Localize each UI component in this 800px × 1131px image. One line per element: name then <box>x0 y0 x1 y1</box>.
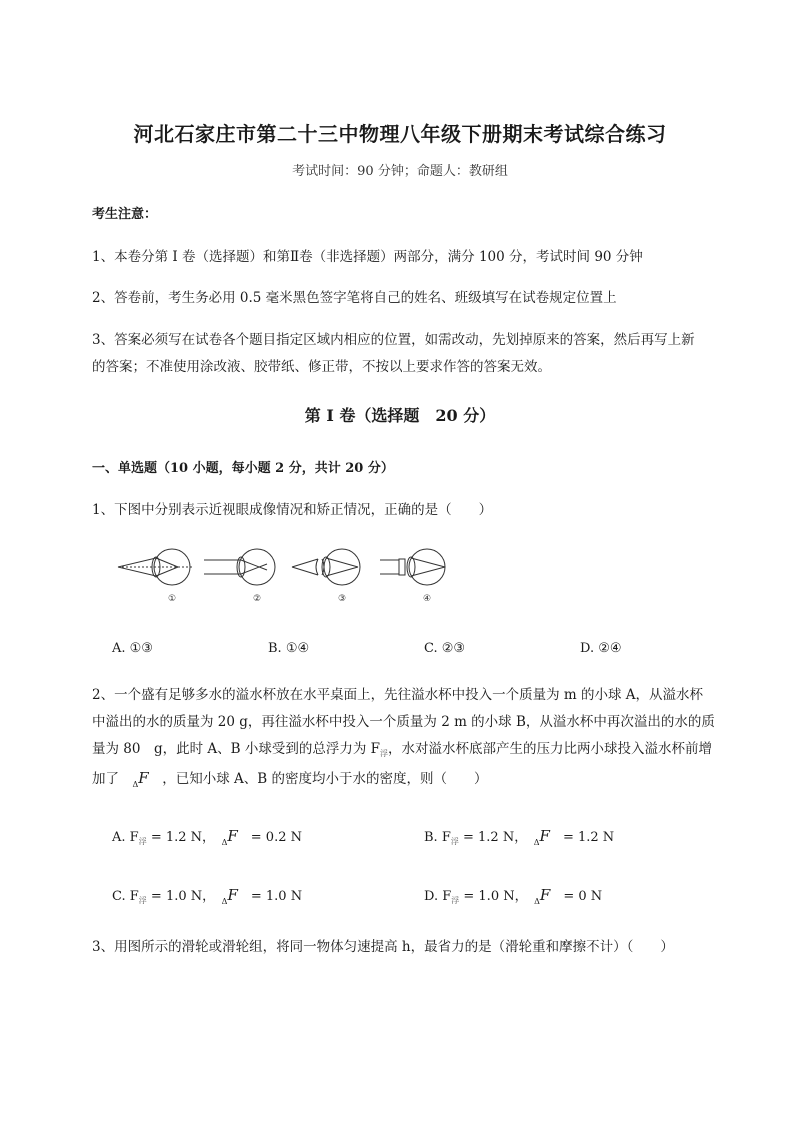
q2-option-a-fu: = 1.2 N， <box>150 830 209 845</box>
notice-item-1: 1、本卷分第 I 卷（选择题）和第Ⅱ卷（非选择题）两部分，满分 100 分，考试时间 90 分钟 <box>92 249 643 265</box>
notice-heading: 考生注意： <box>92 207 158 222</box>
q2-option-b[interactable] <box>424 826 614 847</box>
q2-option-c-letter: C. F <box>112 889 139 904</box>
eye-diagram-figure <box>112 545 452 605</box>
q1-option-a[interactable]: A. ①③ <box>112 641 153 656</box>
eye-3-icon <box>324 549 360 585</box>
eye-4-icon <box>409 549 445 585</box>
delta-symbol: Δ <box>221 838 228 847</box>
figure-label-3: ③ <box>337 594 347 604</box>
q2-line-3-text: 量为 80 g，此时 A、B 小球受到的总浮力为 F <box>92 741 381 757</box>
figure-label-1: ① <box>167 594 177 604</box>
delta-symbol: Δ <box>221 897 228 906</box>
force-symbol: F <box>227 827 238 845</box>
question-1-stem: 1、下图中分别表示近视眼成像情况和矫正情况，正确的是（ ） <box>92 502 493 518</box>
q2-option-d-df: = 0 N <box>563 889 603 904</box>
part-heading: 一、单选题（10 小题，每小题 2 分，共计 20 分） <box>92 461 394 476</box>
page-title: 河北石家庄市第二十三中物理八年级下册期末考试综合练习 <box>133 122 667 146</box>
q2-line-4 <box>92 767 487 789</box>
q2-option-d-letter: D. F <box>424 889 452 904</box>
q2-line-4-head: 加了 <box>92 771 119 787</box>
q2-line-3 <box>92 737 712 759</box>
q2-option-c[interactable] <box>112 885 302 906</box>
q2-option-b-df: = 1.2 N <box>562 830 615 845</box>
q2-line-2: 中溢出的水的质量为 20 g，再往溢水杯中投入一个质量为 2 m 的小球 B，从溢水杯中再次溢出的水的质 <box>92 714 715 730</box>
q2-option-d[interactable] <box>424 885 602 906</box>
subscript-fu: 浮 <box>380 749 389 758</box>
subscript-fu: 浮 <box>451 896 460 905</box>
question-3-stem: 3、用图所示的滑轮或滑轮组，将同一物体匀速提高 h，最省力的是（滑轮重和摩擦不计）（ ） <box>92 939 674 955</box>
notice-item-2: 2、答卷前，考生务必用 0.5 毫米黑色签字笔将自己的姓名、班级填写在试卷规定位置上 <box>92 290 617 306</box>
q2-option-a-df: = 0.2 N <box>250 830 302 845</box>
q1-option-b[interactable]: B. ①④ <box>268 641 310 656</box>
section-title: 第 I 卷（选择题 20 分） <box>304 406 496 425</box>
q1-option-c[interactable]: C. ②③ <box>424 641 466 656</box>
subscript-fu: 浮 <box>450 837 459 846</box>
force-symbol: F <box>539 827 550 845</box>
q2-line-3-tail: ，水对溢水杯底部产生的压力比两小球投入溢水杯前增 <box>388 741 713 757</box>
eye-2-icon <box>239 549 275 585</box>
exam-info: 考试时间：90 分钟；命题人：教研组 <box>292 164 508 179</box>
q1-option-d[interactable]: D. ②④ <box>580 641 622 656</box>
force-symbol: F <box>138 769 149 787</box>
subscript-fu: 浮 <box>138 837 147 846</box>
delta-symbol: Δ <box>132 780 139 789</box>
notice-item-3: 3、答案必须写在试卷各个题目指定区域内相应的位置，如需改动，先划掉原来的答案，然后再写上新 <box>92 332 695 348</box>
notice-item-3-cont: 的答案；不准使用涂改液、胶带纸、修正带，不按以上要求作答的答案无效。 <box>92 359 551 375</box>
q2-option-c-fu: = 1.0 N， <box>150 889 209 904</box>
q2-option-b-letter: B. F <box>424 830 451 845</box>
delta-symbol: Δ <box>534 897 540 906</box>
q2-option-a[interactable] <box>112 826 302 847</box>
q2-option-b-fu: = 1.2 N， <box>462 830 521 845</box>
force-symbol: F <box>539 886 551 904</box>
q2-line-1: 2、一个盛有足够多水的溢水杯放在水平桌面上，先往溢水杯中投入一个质量为 m 的小球 A，从溢水杯 <box>92 687 704 703</box>
figure-label-2: ② <box>252 594 262 604</box>
q2-option-d-fu: = 1.0 N， <box>463 889 522 904</box>
q2-option-a-letter: A. F <box>112 830 139 845</box>
delta-symbol: Δ <box>533 838 540 847</box>
subscript-fu: 浮 <box>138 896 147 905</box>
force-symbol: F <box>227 886 238 904</box>
figure-label-4: ④ <box>422 594 432 604</box>
q2-line-4-tail: ，已知小球 A、B 的密度均小于水的密度，则（ ） <box>162 771 488 787</box>
q2-option-c-df: = 1.0 N <box>250 889 303 904</box>
